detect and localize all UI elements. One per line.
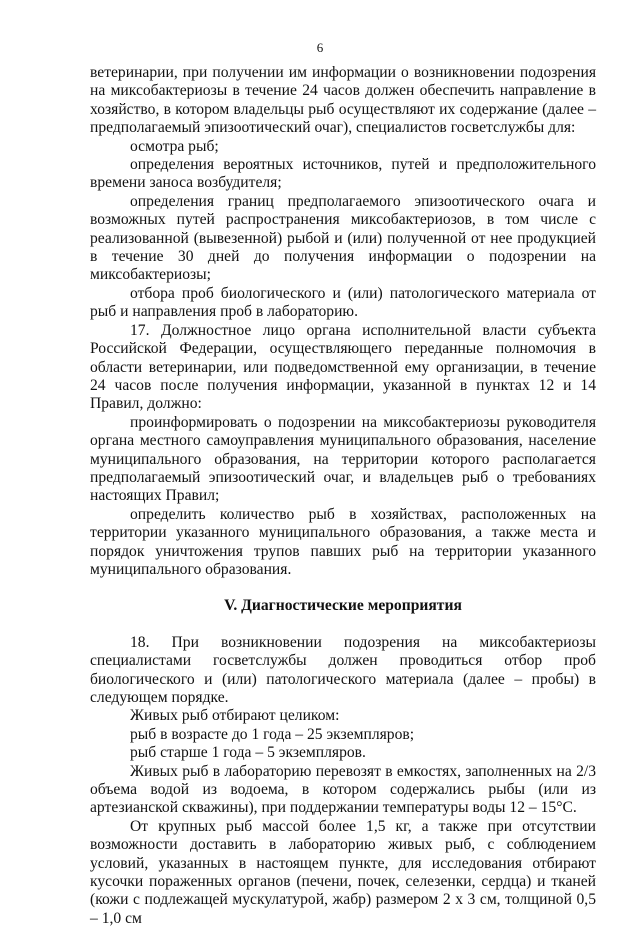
- paragraph: От крупных рыб массой более 1,5 кг, а также при отсутствии возможности доставить в лабораторию живых рыб, с соблюдением условий, указанных в настоящем пункте, для исследования отбирают кусочки пораженных органов (печени, почек, селезенки, сердца) и тканей (кожи с подлежащей мускулатурой, жабр) размером 2 х 3 см, толщиной 0,5 – 1,0 см: [90, 817, 596, 927]
- paragraph: Живых рыб отбирают целиком:: [130, 707, 340, 725]
- paragraph: ветеринарии, при получении им информации о возникновении подозрения на миксобактериозы в течение 24 часов должен обеспечить направление в хозяйство, в котором владельцы рыб осуществляют их содержание (далее – предполагаемый эпизоотический очаг), специалистов госветслужбы для:: [90, 64, 596, 137]
- page-number: 6: [316, 40, 324, 55]
- paragraph: определить количество рыб в хозяйствах, расположенных на территории указанного муниципального образования, а также места и порядок уничтожения трупов павших рыб на территории указанного муниципального образования.: [90, 505, 596, 578]
- section-heading: V. Диагностические мероприятия: [224, 597, 462, 615]
- paragraph: Живых рыб в лабораторию перевозят в емкостях, заполненных на 2/3 объема водой из водоема, в котором содержались рыбы (или из артезианской скважины), при поддержании температуры воды 12 – 15°С.: [90, 762, 596, 817]
- paragraph: проинформировать о подозрении на миксобактериозы руководителя органа местного самоуправления муниципального образования, население муниципального образования, на территории которого располагается предполагаемый эпизоотический очаг, и владельцев рыб о требованиях настоящих Правил;: [90, 413, 596, 505]
- paragraph: 18. При возникновении подозрения на миксобактериозы специалистами госветслужбы должен проводиться отбор проб биологического и (или) патологического материала (далее – пробы) в следующем порядке.: [90, 633, 596, 706]
- document-body: [90, 64, 596, 928]
- paragraph: определения вероятных источников, путей и предположительного времени заноса возбудителя;: [90, 156, 596, 192]
- paragraph: рыб старше 1 года – 5 экземпляров.: [130, 744, 366, 762]
- paragraph: отбора проб биологического и (или) патологического материала от рыб и направления проб в лабораторию.: [90, 284, 596, 321]
- paragraph: 17. Должностное лицо органа исполнительной власти субъекта Российской Федерации, осуществляющего переданные полномочия в области ветеринарии, или подведомственной ему организации, в течение 24 часов после получения информации, указанной в пунктах 12 и 14 Правил, должно:: [90, 321, 596, 413]
- paragraph: осмотра рыб;: [130, 137, 219, 155]
- paragraph: определения границ предполагаемого эпизоотического очага и возможных путей распространения миксобактериозов, в том числе с реализованной (вывезенной) рыбой и (или) полученной от нее продукцией в течение 30 дней до получения информации о подозрении на миксобактериозы;: [90, 192, 596, 284]
- paragraph: рыб в возрасте до 1 года – 25 экземпляров;: [130, 725, 415, 743]
